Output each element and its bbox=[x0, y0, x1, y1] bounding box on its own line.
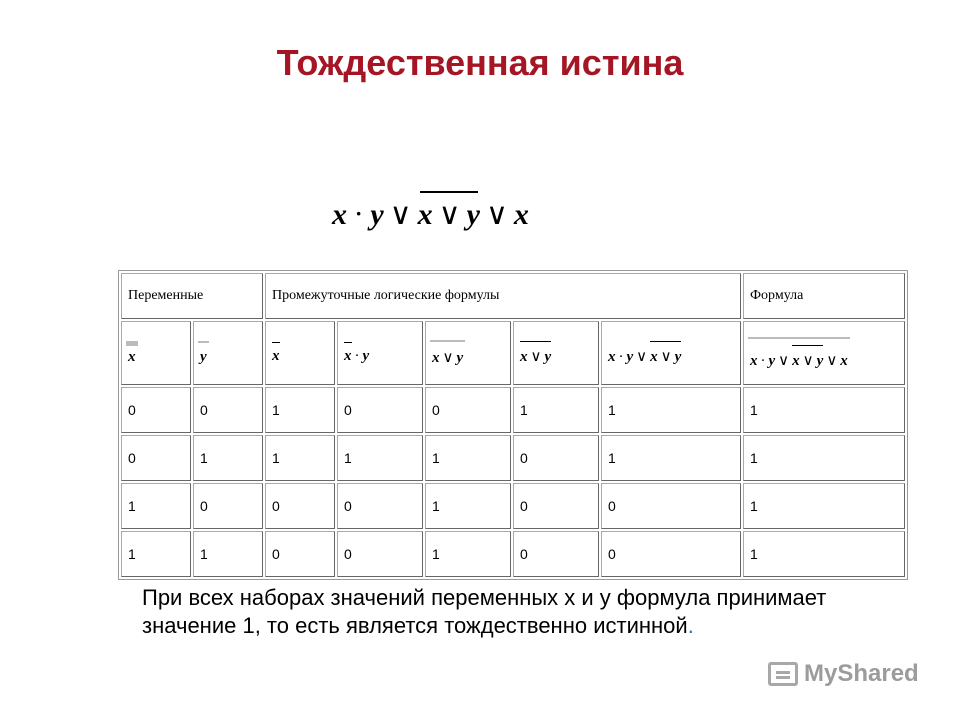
col-not-x-and-y: x · y bbox=[337, 321, 423, 385]
col-x-or-y: x ∨ y bbox=[425, 321, 511, 385]
col-y: y bbox=[193, 321, 263, 385]
col-xy-or-not-x-or-y: x · y ∨ x ∨ y bbox=[601, 321, 741, 385]
watermark-logo bbox=[768, 658, 919, 690]
header-intermediate: Промежуточные логические формулы bbox=[265, 273, 741, 319]
negated-disjunction: x ∨ y bbox=[418, 187, 480, 243]
truth-table bbox=[118, 270, 908, 580]
header-formula: Формула bbox=[743, 273, 905, 319]
watermark-text: MyShared bbox=[804, 660, 919, 687]
table-row: 0 1 1 1 1 0 1 1 bbox=[121, 435, 905, 481]
table-row: 1 1 0 0 1 0 0 1 bbox=[121, 531, 905, 577]
col-not-x-or-y: x ∨ y bbox=[513, 321, 599, 385]
var-x: x bbox=[332, 198, 347, 231]
col-full-formula: x · y ∨ x ∨ y ∨ x bbox=[743, 321, 905, 385]
table-row: 1 0 0 0 1 0 0 1 bbox=[121, 483, 905, 529]
main-formula bbox=[332, 186, 529, 242]
var-x: x bbox=[513, 198, 529, 231]
table-symbol-row bbox=[121, 321, 905, 385]
col-x: x bbox=[121, 321, 191, 385]
slide-title: Тождественная истина bbox=[276, 42, 684, 83]
header-variables: Переменные bbox=[121, 273, 263, 319]
table-header-row bbox=[121, 273, 905, 319]
or-operator: ∨ bbox=[485, 198, 508, 231]
or-operator: ∨ bbox=[389, 198, 412, 231]
col-not-x: x bbox=[265, 321, 335, 385]
var-y: y bbox=[370, 198, 384, 231]
conclusion-text: При всех наборах значений переменных x и y формула принимает значение 1, то есть является тождественно истинной. bbox=[142, 585, 827, 638]
and-operator: · bbox=[355, 201, 363, 226]
table-row: 0 0 1 0 0 1 1 1 bbox=[121, 387, 905, 433]
presentation-icon bbox=[768, 662, 798, 686]
